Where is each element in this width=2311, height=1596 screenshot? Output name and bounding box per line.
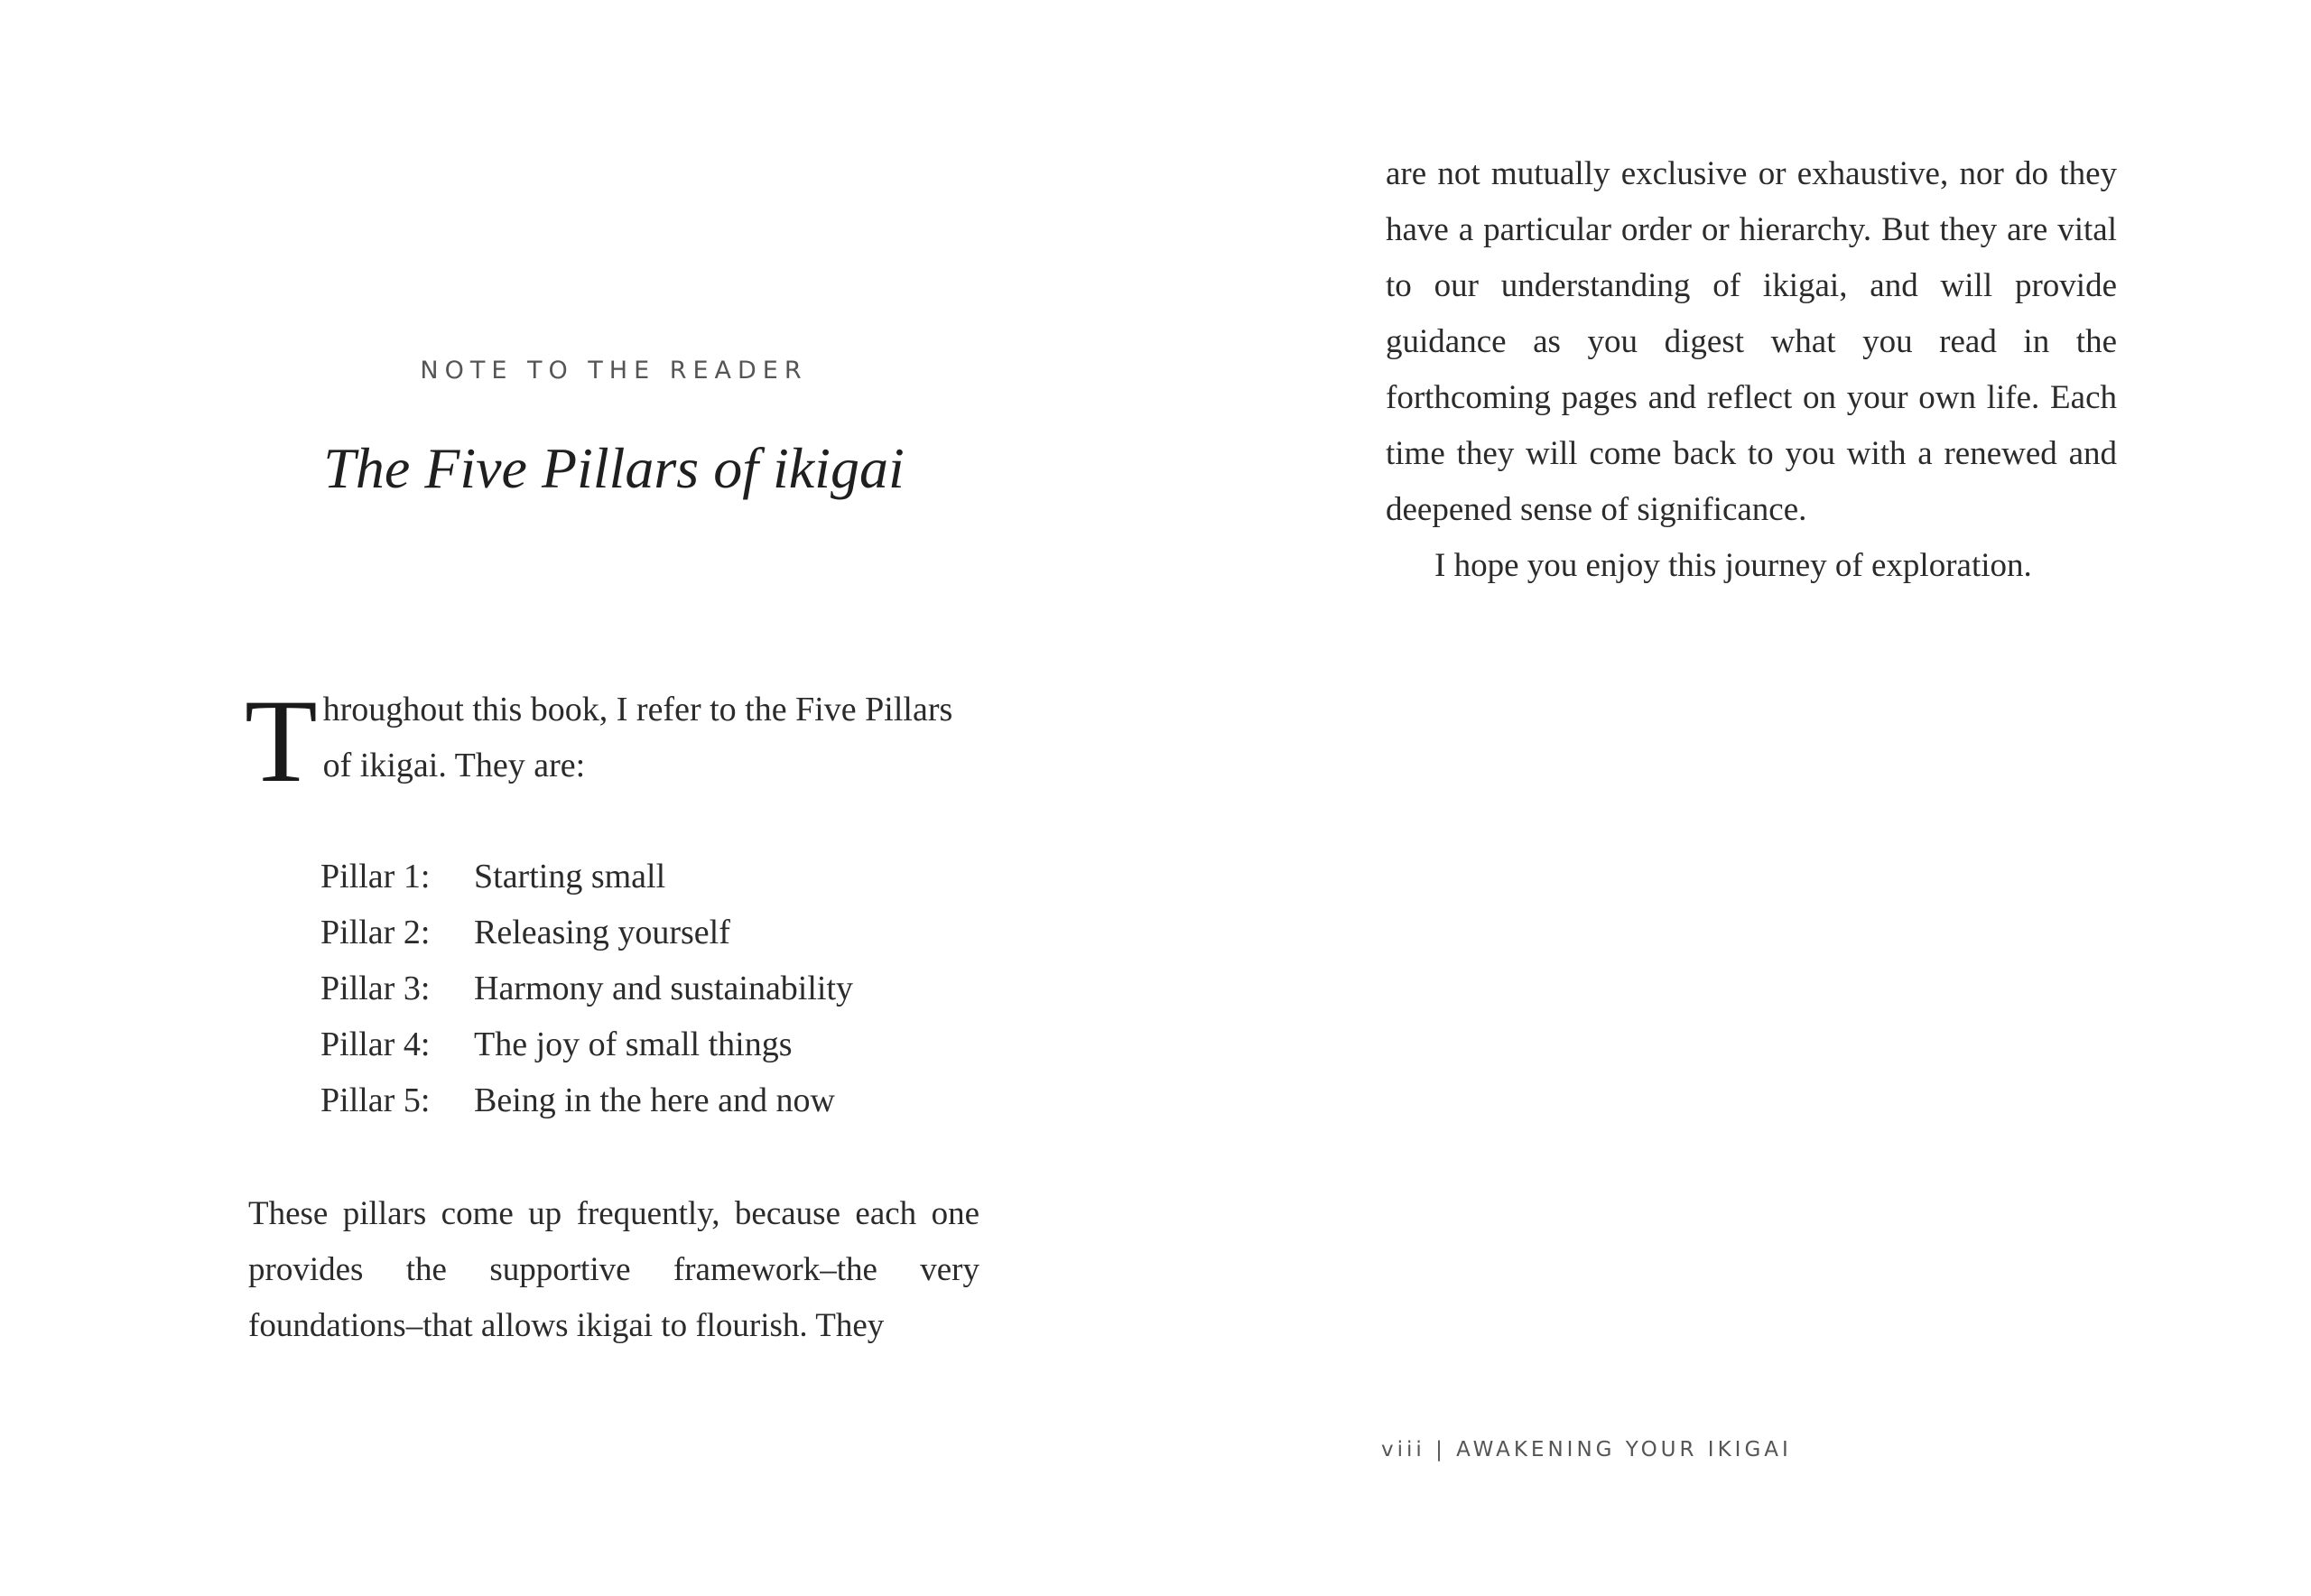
pillar-text: Starting small <box>474 858 666 895</box>
pillar-item <box>320 1072 979 1128</box>
pillars-list <box>320 849 979 1128</box>
pillar-text: Harmony and sustainability <box>474 970 854 1007</box>
pillar-text: The joy of small things <box>474 1025 793 1063</box>
closing-paragraph: I hope you enjoy this journey of exploration. <box>1434 547 2032 584</box>
pillar-item <box>320 960 979 1016</box>
left-page <box>245 0 979 1596</box>
body-paragraph: These pillars come up frequently, because each one provides the supportive framework–the very foundations–that allows ikigai to flourish. They <box>248 1195 979 1344</box>
pillar-label: Pillar 4: <box>320 1025 431 1063</box>
section-kicker: NOTE TO THE READER <box>420 357 808 385</box>
drop-cap: T <box>245 674 318 807</box>
pillar-label: Pillar 3: <box>320 970 431 1007</box>
intro-paragraph <box>245 674 979 807</box>
pillar-label: Pillar 2: <box>320 914 431 951</box>
pillar-label: Pillar 5: <box>320 1081 431 1119</box>
intro-text: hroughout this book, I refer to the Five Pillars of ikigai. They are: <box>322 691 953 784</box>
pillar-item <box>320 905 979 960</box>
pillar-text: Being in the here and now <box>474 1081 835 1119</box>
pillar-text: Releasing yourself <box>474 914 730 951</box>
body-paragraph-continued: are not mutually exclusive or exhaustive, nor do they have a particular order or hierarchy. But they are vital to our understanding of ikigai, and will provide guidance as you digest what you read in the forthcoming pages and reflect on your own life. Each time they will come back to you with a renewed and deepened sense of significance. <box>1386 155 2117 528</box>
pillar-label: Pillar 1: <box>320 858 431 895</box>
running-footer: viii | AWAKENING YOUR IKIGAI <box>1381 1438 1792 1461</box>
chapter-title: The Five Pillars of ikigai <box>323 436 905 500</box>
pillar-item <box>320 1016 979 1072</box>
right-page <box>1381 0 2126 1596</box>
pillar-item <box>320 849 979 905</box>
